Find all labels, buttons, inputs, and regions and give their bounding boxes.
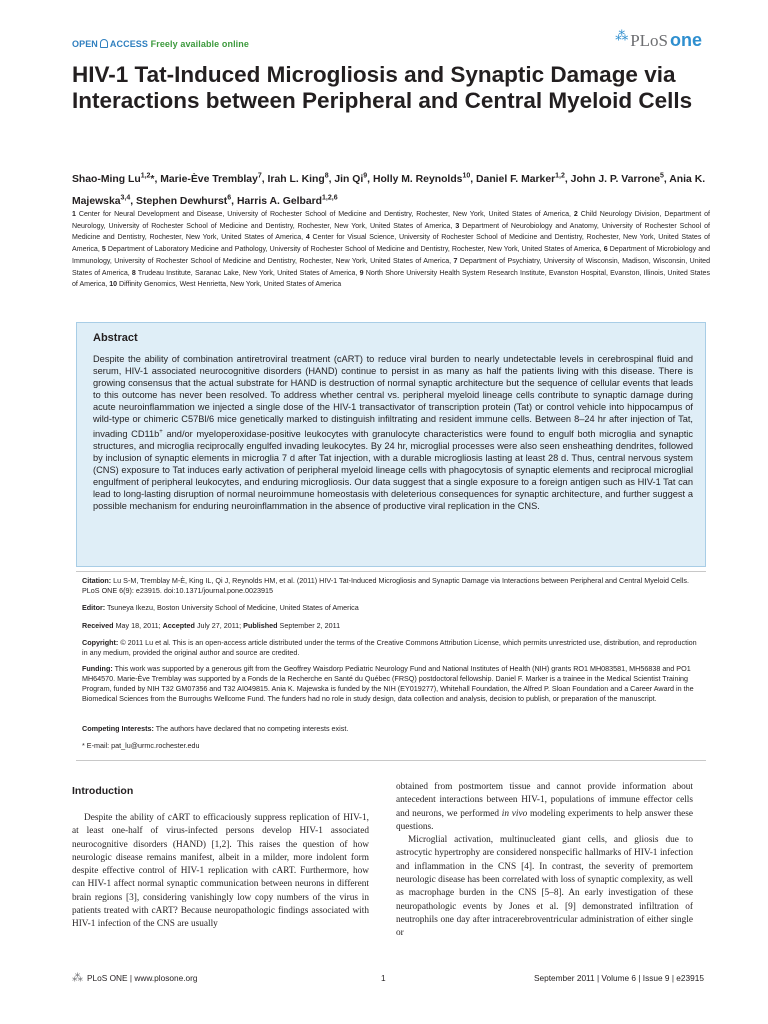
author-affiliation-sup: 1,2 xyxy=(140,173,151,180)
citation-text: Lu S-M, Tremblay M-È, King IL, Qi J, Reynolds HM, et al. (2011) HIV-1 Tat-Induced Microgliosis and Synaptic Damage via Interactions between Peripheral and Central Myeloid Cells. PLoS ONE 6(9): e23915. doi:10.1371/journal.pone.0023915 xyxy=(82,576,689,596)
dates xyxy=(82,621,704,631)
affiliation-number: 3 xyxy=(455,222,460,230)
article-title: HIV-1 Tat-Induced Microgliosis and Synaptic Damage via Interactions between Peripheral and Central Myeloid Cells xyxy=(72,62,693,113)
page-number: 1 xyxy=(381,973,386,983)
affiliation-text: Center for Neural Development and Disease, University of Rochester School of Medicine and Dentistry, Rochester, New York, United States of America, xyxy=(75,211,574,218)
right-p1-italic: in vivo xyxy=(501,808,528,819)
author-separator: , xyxy=(564,174,571,186)
plos-one-logo xyxy=(615,28,702,51)
affiliation-text: North Shore University Health System Research Institute, Evanston Hospital, Evanston, Illinois, United States of America, xyxy=(72,269,710,289)
affiliation-text: Department of Microbiology and Immunology, University of Rochester School of Medicine and Dentistry, Rochester, New York, United States of America, xyxy=(72,246,710,265)
author-name: Shao-Ming Lu xyxy=(72,174,141,186)
plos-dots-icon: ⁂ xyxy=(615,28,629,43)
author-name: Ania K. Majewska xyxy=(72,174,706,207)
copyright-label: Copyright: xyxy=(82,638,119,647)
plos-footer-icon: ⁂ xyxy=(72,972,83,984)
freely-available-text: Freely available online xyxy=(150,39,249,49)
affiliation-text: Center for Visual Science, University of Rochester School of Medicine and Dentistry, Rochester, New York, United States of America, xyxy=(72,234,711,254)
copyright xyxy=(82,638,704,658)
author-affiliation-sup: 1,2,6 xyxy=(322,194,338,202)
author-separator: , xyxy=(231,195,237,207)
citation-label: Citation: xyxy=(82,576,112,585)
footer-brand xyxy=(72,971,198,984)
author-separator: , xyxy=(130,195,137,207)
author-separator: , xyxy=(328,174,335,186)
abstract-heading: Abstract xyxy=(93,332,138,344)
author-name: Irah L. King xyxy=(267,174,325,186)
affiliation-list xyxy=(72,211,710,288)
affiliation-text: Department of Neurobiology and Anatomy, University of Rochester School of Medicine and Dentistry, Rochester, New York, United States of America, xyxy=(72,222,710,242)
author-name: Stephen Dewhurst xyxy=(136,195,228,207)
abstract-part-1: Despite the ability of combination antiretroviral treatment (cART) to reduce viral burden to nearly undetectable levels in cerebrospinal fluid and serum, HIV-1 associated neurocognitive disorders (HAND) continue to persist in as many as half the patients living with this disease. There is growing consensus that the actual substrate for HAND is destruction of normal synaptic architecture but the sequence of cellular events that leads to this outcome has never been resolved. To address whether central vs. peripheral myeloid lineage cells contribute to synaptic damage during acute neuroinflammation we injected a single dose of the HIV-1 transactivator of transcription protein (Tat) or control vehicle into hippocampus of wild-type or chimeric C57Bl/6 mice genetically marked to distinguish infiltrating and resident immune cells. Between 8–24 hr after injection of Tat, invading CD11b xyxy=(93,354,693,439)
author-affiliation-sup: 7 xyxy=(257,173,262,180)
affiliation-number: 1 xyxy=(72,211,76,218)
competing-label: Competing Interests: xyxy=(82,724,154,733)
abstract-part-2: and/or myeloperoxidase-positive leukocytes with granulocyte characteristics were found to engulf both microglia and synaptic structures, and microglia reciprocally engulfed invading leukocytes. By 24 hr, microglial processes were also seen ensheathing dendrites, followed by inclusion of synaptic elements in microglia 7 d after Tat injection, with a durable microgliosis lasting at least 28 d. Thus, central nervous system (CNS) exposure to Tat induces early activation of peripheral myeloid lineage cells with phagocytosis of synaptic elements and reciprocal microglial engulfment of peripheral leukocytes, and enduring microgliosis. Our data suggest that a single exposure to a foreign antigen such as HIV-1 Tat can lead to long-lasting disruption of normal neuroimmune homeostasis with deleterious consequences for synaptic architecture, and further suggest a possible mechanism for enduring neuroinflammation in the absence of productive viral replication in the CNS. xyxy=(93,428,693,512)
author-affiliation-sup: 3,4 xyxy=(120,194,131,202)
funding-text: This work was supported by a generous gift from the Geoffrey Waisdorp Pediatric Neurology Fund and National Institutes of Health (NIH) grants RO1 MH083581, MH56838 and PO1 MH64570. Marie-Ève Tremblay was supported by a Fonds de la Recherche en Santé du Québec (FRSQ) postdoctoral fellowship. Daniel F. Marker is a trainee in the Medical Scientist Training Program, funded by NIH T32 GM07356 and T32 AI049815. Ania K. Majewska is funded by the NIH (EY019277), Whitehall Foundation, the Alfred P. Sloan Foundation and a Career Award in the Biomedical Sciences from the Burroughs Wellcome Fund. The funders had no role in study design, data collection and analysis, decision to publish, or preparation of the manuscript. xyxy=(82,664,694,704)
published-label: Published xyxy=(243,621,278,630)
citation xyxy=(82,576,704,596)
author-affiliation-sup: 5 xyxy=(660,173,664,180)
affiliation-number: 6 xyxy=(603,246,608,254)
accepted-date: July 27, 2011; xyxy=(194,621,244,630)
received-date: May 18, 2011; xyxy=(113,621,163,630)
right-p1-text-b: modeling experiments to help answer these questions. xyxy=(396,808,694,832)
journal-header xyxy=(72,28,702,58)
author-affiliation-sup: 8 xyxy=(324,173,329,180)
intro-right-paragraph-2: Microglial activation, multinucleated giant cells, and gliosis due to astrocytic hypertrophy are considered nonspecific hallmarks of HIV-1 infection and inflammation in the CNS [4]. In contrast, the severity of premortem neurologic disease has been correlated with loss of synaptic complexity, as well as macrophage burden in the CNS [5–8]. An early investigation of these neuropathologic events by Jones et al. [9] demonstrated infiltration of neutrophils one day after intracerebroventricular administration of either single or xyxy=(396,835,693,939)
affiliations xyxy=(72,209,710,291)
published-date: September 2, 2011 xyxy=(277,621,341,630)
affiliation-number: 4 xyxy=(305,234,310,242)
affiliation-number: 7 xyxy=(453,257,458,265)
author-name: John J. P. Varrone xyxy=(570,174,660,186)
accepted-label: Accepted xyxy=(162,621,195,630)
author-name: Marie-Ève Tremblay xyxy=(160,174,258,186)
right-p1-text-a: obtained from postmortem tissue and cannot provide information about antecedent interactions between HIV-1, populations of immune effector cells and neurons, we performed xyxy=(396,782,693,819)
affiliation-number: 2 xyxy=(573,211,578,218)
affiliation-text: Trudeau Institute, Saranac Lake, New York, United States of America, xyxy=(135,269,360,277)
abstract-box xyxy=(76,322,706,567)
author-affiliation-sup: 6 xyxy=(227,194,232,202)
introduction-heading: Introduction xyxy=(72,785,134,797)
author-separator: *, xyxy=(150,174,161,186)
author-affiliation-sup: 9 xyxy=(363,173,368,180)
affiliation-number: 5 xyxy=(101,246,106,254)
editor-label: Editor: xyxy=(82,603,106,612)
author-list xyxy=(72,168,712,211)
intro-left-column: Despite the ability of cART to efficaciously suppress replication of HIV-1, at least one-half of virus-infected persons develop HIV-1 associated neurocognitive disorders (HAND) [1,2]. This raises the question of how neurologic disease remains manifest, albeit in a milder, more indolent form despite effective control of HIV-1 replication with cART. Furthermore, how can HIV-1 affect normal synaptic communication between neurons in different brain regions [3], considering vanishingly low copy numbers of the virus in patients treated with cART? Because neuropathologic findings associated with HIV-1 infection of the CNS are usually xyxy=(72,813,369,930)
competing-interests xyxy=(82,724,704,734)
abstract-text xyxy=(93,353,693,512)
access-word: ACCESS xyxy=(109,39,149,49)
editor xyxy=(82,603,704,613)
corresponding-email: * E-mail: pat_lu@urmc.rochester.edu xyxy=(82,741,200,750)
open-access-label xyxy=(72,39,249,49)
logo-one-text: one xyxy=(669,30,702,50)
affiliation-number: 10 xyxy=(109,281,118,289)
affiliation-text: Department of Laboratory Medicine and Pathology, University of Rochester School of Medicine and Dentistry, Rochester, New York, United States of America, xyxy=(105,246,604,254)
author-separator: , xyxy=(470,174,477,186)
footer-brand-text: PLoS ONE | www.plosone.org xyxy=(87,973,198,983)
author-separator: , xyxy=(367,174,373,186)
received-label: Received xyxy=(82,621,114,630)
intro-right-paragraph-1 xyxy=(396,781,693,834)
copyright-text: © 2011 Lu et al. This is an open-access article distributed under the terms of the Creative Commons Attribution License, which permits unrestricted use, distribution, and reproduction in any medium, provided the original author and source are credited. xyxy=(82,638,697,658)
affiliation-text: Department of Psychiatry, University of Wisconsin, Madison, Wisconsin, United States of America, xyxy=(72,257,710,277)
affiliation-number: 9 xyxy=(359,269,364,277)
author-separator: , xyxy=(261,174,268,186)
funding-label: Funding: xyxy=(82,664,113,673)
author-name: Holly M. Reynolds xyxy=(372,174,463,186)
open-lock-icon xyxy=(100,39,108,48)
editor-text: Tsuneya Ikezu, Boston University School of Medicine, United States of America xyxy=(105,603,359,612)
affiliation-text: Diffinity Genomics, West Henrietta, New York, United States of America xyxy=(117,281,342,289)
author-affiliation-sup: 10 xyxy=(462,173,471,180)
author-affiliation-sup: 1,2 xyxy=(555,173,565,180)
logo-plos-text: PLoS xyxy=(630,31,668,50)
open-word: OPEN xyxy=(72,39,98,49)
author-name: Daniel F. Marker xyxy=(476,174,556,186)
affiliation-number: 8 xyxy=(131,269,136,277)
author-name: Jin Qi xyxy=(334,174,364,186)
author-names xyxy=(72,174,705,206)
funding xyxy=(82,664,704,704)
abstract-superscript: + xyxy=(159,428,163,435)
author-name: Harris A. Gelbard xyxy=(236,195,323,207)
competing-text: The authors have declared that no competing interests exist. xyxy=(153,724,349,733)
page-footer xyxy=(72,971,704,989)
author-separator: , xyxy=(663,174,670,186)
affiliation-text: Child Neurology Division, Department of Neurology, University of Rochester School of Medicine and Dentistry, Rochester, New York, United States of America, xyxy=(72,211,710,230)
issue-info: September 2011 | Volume 6 | Issue 9 | e23915 xyxy=(533,973,704,983)
meta-bottom-rule xyxy=(76,760,706,761)
intro-right-column xyxy=(396,781,693,941)
meta-top-rule xyxy=(76,571,706,572)
